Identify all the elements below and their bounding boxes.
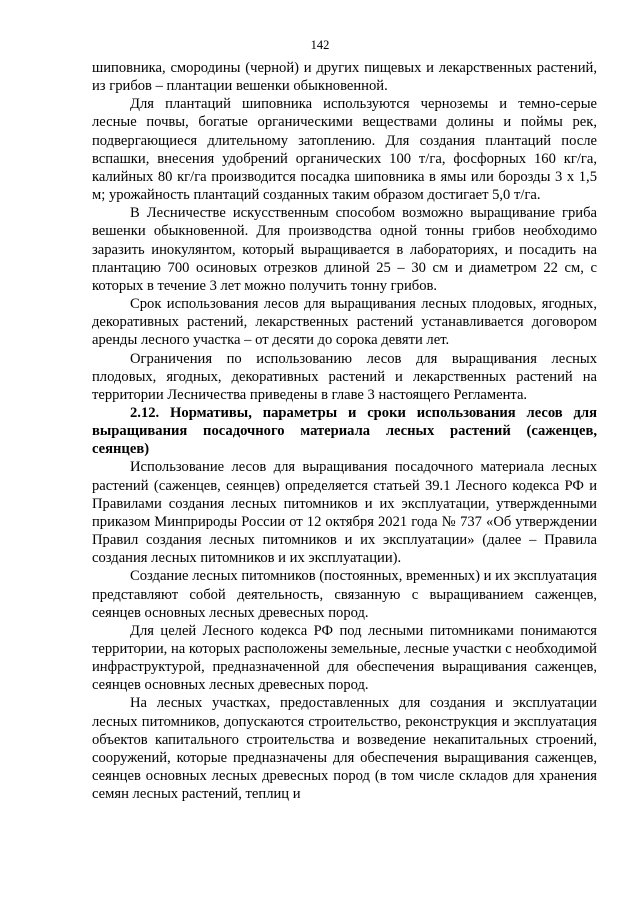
paragraph-rosehip-plantations: Для плантаций шиповника используются черноземы и темно-серые лесные почвы, богатые органическими веществами долины и поймы рек, подвергающиеся длительному затоплению. Для создания плантаций после вспашки, внесения удобрений органических 100 т/га, фосфорных 160 кг/га, калийных 80 кг/га производится посадка шиповника в ямы или борозды 3 х 1,5 м; урожайность плантаций созданных таким образом достигает 5,0 т/га. [92,96,597,204]
paragraph-continuation: шиповника, смородины (черной) и других пищевых и лекарственных растений, из грибов – плантации вешенки обыкновенной. [92,60,597,95]
paragraph-restrictions: Ограничения по использованию лесов для выращивания лесных плодовых, ягодных, декоративных растений и лекарственных растений на территории Лесничества приведены в главе 3 настоящего Регламента. [92,350,597,403]
section-heading-2-12: 2.12. Нормативы, параметры и сроки использования лесов для выращивания посадочного материала лесных растений (саженцев, сеянцев) [92,404,597,458]
paragraph-nursery-creation: Создание лесных питомников (постоянных, временных) и их эксплуатация представляют собой деятельность, связанную с выращиванием саженцев, сеянцев основных лесных древесных пород. [92,568,597,621]
document-body [92,59,597,803]
paragraph-nursery-definition: Для целей Лесного кодекса РФ под лесными питомниками понимаются территории, на которых расположены земельные, лесные участки с необходимой инфраструктурой, предназначенной для обеспечения выращивания саженцев, сеянцев основных лесных древесных пород. [92,622,597,694]
paragraph-oyster-mushroom: В Лесничестве искусственным способом возможно выращивание гриба вешенки обыкновенной. Для производства одной тонны грибов необходимо заразить инокулянтом, который выращивается в лабораториях, и посадить на плантацию 700 осиновых отрезков длиной 25 – 30 см и диаметром 22 см, с которых в течение 3 лет можно получить тонну грибов. [92,205,597,294]
paragraph-use-term: Срок использования лесов для выращивания лесных плодовых, ягодных, декоративных растений, лекарственных растений устанавливается договором аренды лесного участка – от десяти до сорока девяти лет. [92,296,597,349]
paragraph-forest-code-article: Использование лесов для выращивания посадочного материала лесных растений (саженцев, сеянцев) определяется статьей 39.1 Лесного кодекса РФ и Правилами создания лесных питомников и их эксплуатации, утвержденными приказом Минприроды России от 12 октября 2021 года № 737 «Об утверждении Правил создания лесных питомников и их эксплуатации» (далее – Правила создания лесных питомников и их эксплуатации). [92,459,597,567]
page-number: 142 [310,38,330,52]
paragraph-nursery-construction: На лесных участках, предоставленных для создания и эксплуатации лесных питомников, допускаются строительство, реконструкция и эксплуатация объектов капитального строительства и возведение некапитальных строений, сооружений, которые предназначены для обеспечения выращивания саженцев, сеянцев основных лесных древесных пород (в том числе складов для хранения семян лесных растений, теплиц и [92,695,597,803]
